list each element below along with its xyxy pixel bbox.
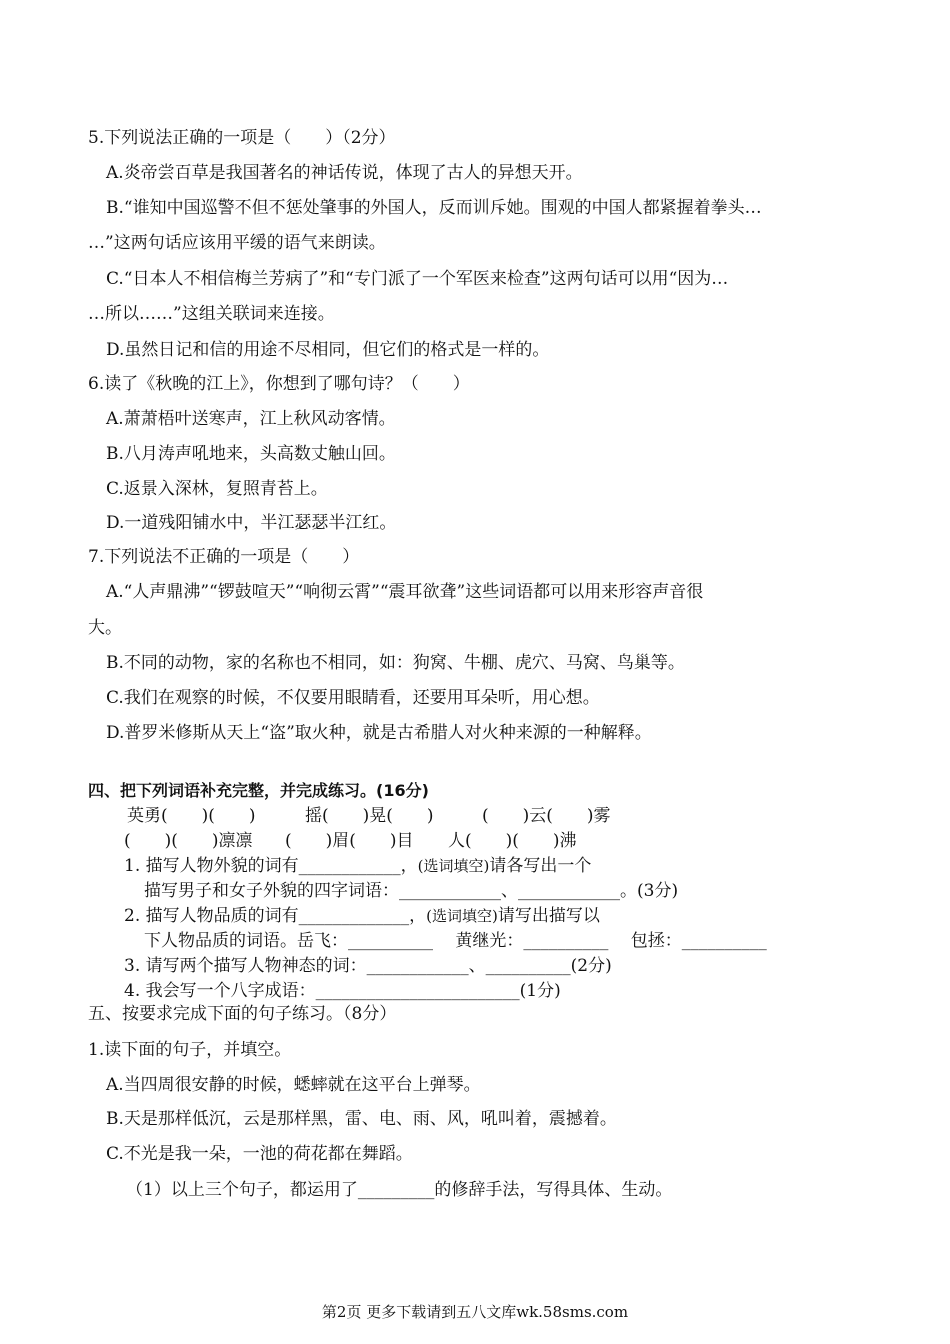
task-1-text-end: 请各写出一个 [489, 856, 592, 876]
q7-stem: 7.下列说法不正确的一项是（ ） [88, 547, 360, 567]
task-1-note: (选词填空) [417, 857, 490, 875]
word-blank-2: 摇( )晃( ) [305, 806, 434, 826]
q6-option-b: B.八月涛声吼地来，头高数丈触山回。 [106, 444, 396, 464]
section-5-q1: 1.读下面的句子，并填空。 [88, 1040, 292, 1060]
q6-option-a: A.萧萧梧叶送寒声，江上秋风动客情。 [106, 409, 396, 429]
word-blank-1: 英勇( )( ) [127, 806, 256, 826]
section-5-sentence-c: C.不光是我一朵，一池的荷花都在舞蹈。 [106, 1144, 413, 1164]
q5-option-b-line2: …”这两句话应该用平缓的语气来朗读。 [88, 233, 386, 253]
q5-option-b-line1: B.“谁知中国巡警不但不惩处肇事的外国人，反而训斥她。围观的中国人都紧握着拳头… [106, 198, 762, 218]
section-5-sentence-b: B.天是那样低沉，云是那样黑，雷、电、雨、风，吼叫着，震撼着。 [106, 1109, 617, 1129]
q5-option-c-line1: C.“日本人不相信梅兰芳病了”和“专门派了一个军医来检查”这两句话可以用“因为… [106, 269, 729, 289]
q5-option-a: A.炎帝尝百草是我国著名的神话传说，体现了古人的异想天开。 [106, 163, 583, 183]
task-4: 4. 我会写一个八字成语：________________________(1分) [124, 981, 561, 1001]
word-blank-3: ( )云( )雾 [482, 806, 611, 826]
q6-option-c: C.返景入深林，复照青苔上。 [106, 479, 328, 499]
q6-option-d: D.一道残阳铺水中，半江瑟瑟半江红。 [106, 513, 397, 533]
q7-option-b: B.不同的动物，家的名称也不相同，如：狗窝、牛棚、虎穴、马窝、鸟巢等。 [106, 653, 685, 673]
page-footer: 第2页 更多下载请到五八文库wk.58sms.com [321, 1303, 629, 1321]
q7-option-d: D.普罗米修斯从天上“盗”取火种，就是古希腊人对火种来源的一种解释。 [106, 723, 652, 743]
section-5-sentence-a: A.当四周很安静的时候，蟋蟀就在这平台上弹琴。 [106, 1075, 481, 1095]
task-3: 3. 请写两个描写人物神态的词：____________、__________(2分) [124, 956, 612, 976]
q6-stem: 6.读了《秋晚的江上》，你想到了哪句诗？（ ） [88, 374, 470, 394]
task-2-text-end: 请写出描写以 [497, 906, 600, 926]
q7-option-a-line1: A.“人声鼎沸”“锣鼓喧天”“响彻云霄”“震耳欲聋”这些词语都可以用来形容声音很 [106, 582, 704, 602]
q5-option-d: D.虽然日记和信的用途不尽相同，但它们的格式是一样的。 [106, 340, 550, 360]
task-2-note: (选词填空) [426, 907, 498, 925]
section-5-subquestion-1: （1）以上三个句子，都运用了_________的修辞手法，写得具体、生动。 [126, 1180, 673, 1200]
section-4-title: 四、把下列词语补充完整，并完成练习。(16分) [88, 781, 429, 800]
section-5-title: 五、按要求完成下面的句子练习。（8分） [88, 1004, 397, 1024]
word-blank-4: ( )( )凛凛 [124, 831, 253, 851]
word-blank-6: 人( )( )沸 [448, 831, 577, 851]
task-2-line1 [124, 905, 600, 927]
q7-option-c: C.我们在观察的时候，不仅要用眼睛看，还要用耳朵听，用心想。 [106, 688, 600, 708]
q7-option-a-line2: 大。 [88, 618, 122, 638]
q5-stem: 5.下列说法正确的一项是（ ）（2分） [88, 128, 396, 148]
task-2-text: 2. 描写人物品质的词有_____________， [124, 906, 427, 926]
word-blank-5: ( )眉( )目 [285, 831, 414, 851]
task-1-line2: 描写男子和女子外貌的四字词语：____________、____________。(3分) [144, 881, 679, 901]
task-1-text: 1. 描写人物外貌的词有____________， [124, 856, 418, 876]
task-2-line2: 下人物品质的词语。岳飞：__________ 黄继光：__________ 包拯：__________ [144, 931, 767, 951]
task-1-line1 [124, 855, 591, 877]
q5-option-c-line2: …所以……”这组关联词来连接。 [88, 304, 335, 324]
